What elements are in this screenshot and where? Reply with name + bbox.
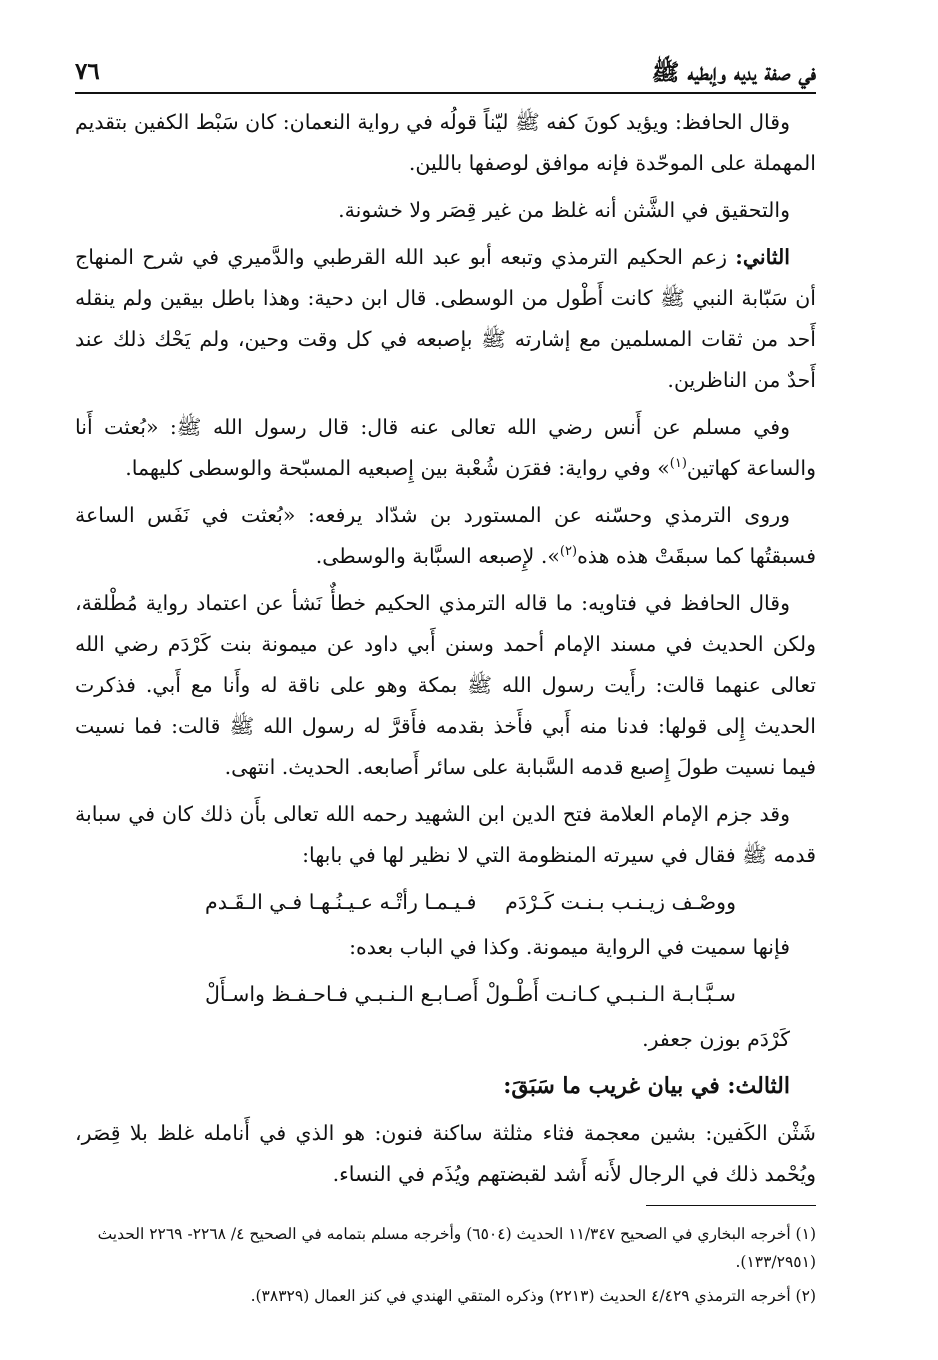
paragraph-text: وفي مسلم عن أَنس رضي الله تعالى عنه قال: قال رسول الله ﷺ: «بُعثت أَنا والساعة كهاتين bbox=[75, 415, 816, 480]
paragraph: وقال الحافظ في فتاويه: ما قاله الترمذي الحكيم خطأٌ نَشأ عن اعتماد رواية مُطْلقة، ولكن الحديث في مسند الإمام أحمد وسنن أَبي داود عن ميمونة بنت كَرْدَم رضي الله تعالى عنهما قالت: رأَيت رسول الله ﷺ بمكة وهو على ناقة له وأَنا مع أَبي. فذكرت الحديث إِلى قولها: فدنا منه أَبي فأَخذ بقدمه فأَقرَّ له رسول الله ﷺ قالت: فما نسيت فيما نسيت طولَ إِصبع قدمه السَّبابة على سائر أَصابعه. الحديث. انتهى. bbox=[75, 591, 816, 779]
section-heading: الثالث: في بيان غريب ما سَبَقَ: bbox=[503, 1073, 790, 1099]
main-text bbox=[75, 102, 816, 1195]
paragraph: والتحقيق في الشَّثن أنه غلظ من غير قِصَر ولا خشونة. bbox=[338, 198, 790, 222]
paragraph-text: زعم الحكيم الترمذي وتبعه أبو عبد الله القرطبي والدَّميري في شرح المنهاج أن سَبّابة النبي ﷺ كانت أَطْول من الوسطى. قال ابن دحية: وهذا باطل بيقين ولم ينقله أَحد من ثقات المسلمين مع إشارته ﷺ بإصبعه في كل وقت وحين، ولم يَحْك ذلك عند أَحدٌ من الناظرين. bbox=[75, 245, 816, 392]
verse-first-hemistich: سـبَّـابـة الـنـبـي كـانـت أَطْـولْ bbox=[485, 982, 736, 1006]
paragraph: كَرْدَم بوزن جعفر. bbox=[642, 1027, 790, 1051]
paragraph-text: » وفي رواية: فقرَن شُعْبة بين إِصبعيه المسبّحة والوسطى كليهما. bbox=[125, 456, 670, 480]
paragraph-text: ». لإِصبعه السبَّابة والوسطى. bbox=[315, 544, 560, 568]
header-rule bbox=[75, 92, 816, 94]
footnote-ref[interactable]: (١) bbox=[669, 456, 687, 472]
paragraph bbox=[75, 237, 816, 401]
verse-second-hemistich: أَصـابـع الـنـبـي فـاحـفـظ واسـأَلْ bbox=[205, 982, 479, 1006]
footnotes bbox=[75, 1220, 816, 1310]
header-title: في صفة يديه وإبطيه ﷺ bbox=[651, 59, 816, 86]
page-number: ٧٦ bbox=[75, 58, 100, 85]
verse-second-hemistich: فـيـمـا رأتْـه عـيـنُـهـا فـي الـقَـدم bbox=[205, 890, 477, 914]
footnote-2: (٢) أخرجه الترمذي ٤/٤٢٩ الحديث (٢٢١٣) وذكره المتقي الهندي في كنز العمال (٣٨٣٢٩). bbox=[250, 1287, 816, 1305]
paragraph bbox=[75, 407, 816, 489]
paragraph: وقال الحافظ: ويؤيد كونَ كفه ﷺ ليّناً قولُه في رواية النعمان: كان سَبْط الكفين بتقديم المهملة على الموحّدة فإنه موافق لوصفها باللين. bbox=[75, 110, 816, 175]
footnote-rule bbox=[646, 1205, 816, 1206]
poem-verse bbox=[75, 974, 816, 1015]
paragraph: فإنها سميت في الرواية ميمونة. وكذا في الباب بعده: bbox=[349, 935, 790, 959]
verse-first-hemistich: ووصْـف زيـنـب بـنـت كَـرْدَم bbox=[505, 890, 736, 914]
poem-verse bbox=[75, 882, 816, 923]
paragraph-text: وروى الترمذي وحسّنه عن المستورد بن شدّاد يرفعه: «بُعثت في نَفَس الساعة فسبقتُها كما سبقَتْ هذه هذه bbox=[75, 503, 816, 568]
book-page bbox=[75, 58, 816, 1316]
running-header bbox=[75, 58, 816, 92]
footnote-ref[interactable]: (٢) bbox=[559, 544, 578, 560]
section-lead: الثاني: bbox=[735, 245, 790, 269]
paragraph: شَثْن الكَفين: بشين معجمة فثاء مثلثة ساكنة فنون: هو الذي في أَنامله غلظ بلا قِصَر، ويُحْمد ذلك في الرجال لأَنه أَشد لقبضتهم ويُذَم في النساء. bbox=[75, 1121, 816, 1186]
footnote-1: (١) أخرجه البخاري في الصحيح ١١/٣٤٧ الحديث (٦٥٠٤) وأخرجه مسلم بتمامه في الصحيح ٤/ ٢٢٦٨- ٢٢٦٩ الحديث (١٣٣/٢٩٥١). bbox=[97, 1225, 816, 1271]
paragraph bbox=[75, 495, 816, 577]
paragraph: وقد جزم الإمام العلامة فتح الدين ابن الشهيد رحمه الله تعالى بأَن ذلك كان في سبابة قدمه ﷺ فقال في سيرته المنظومة التي لا نظير لها في بابها: bbox=[75, 802, 816, 867]
